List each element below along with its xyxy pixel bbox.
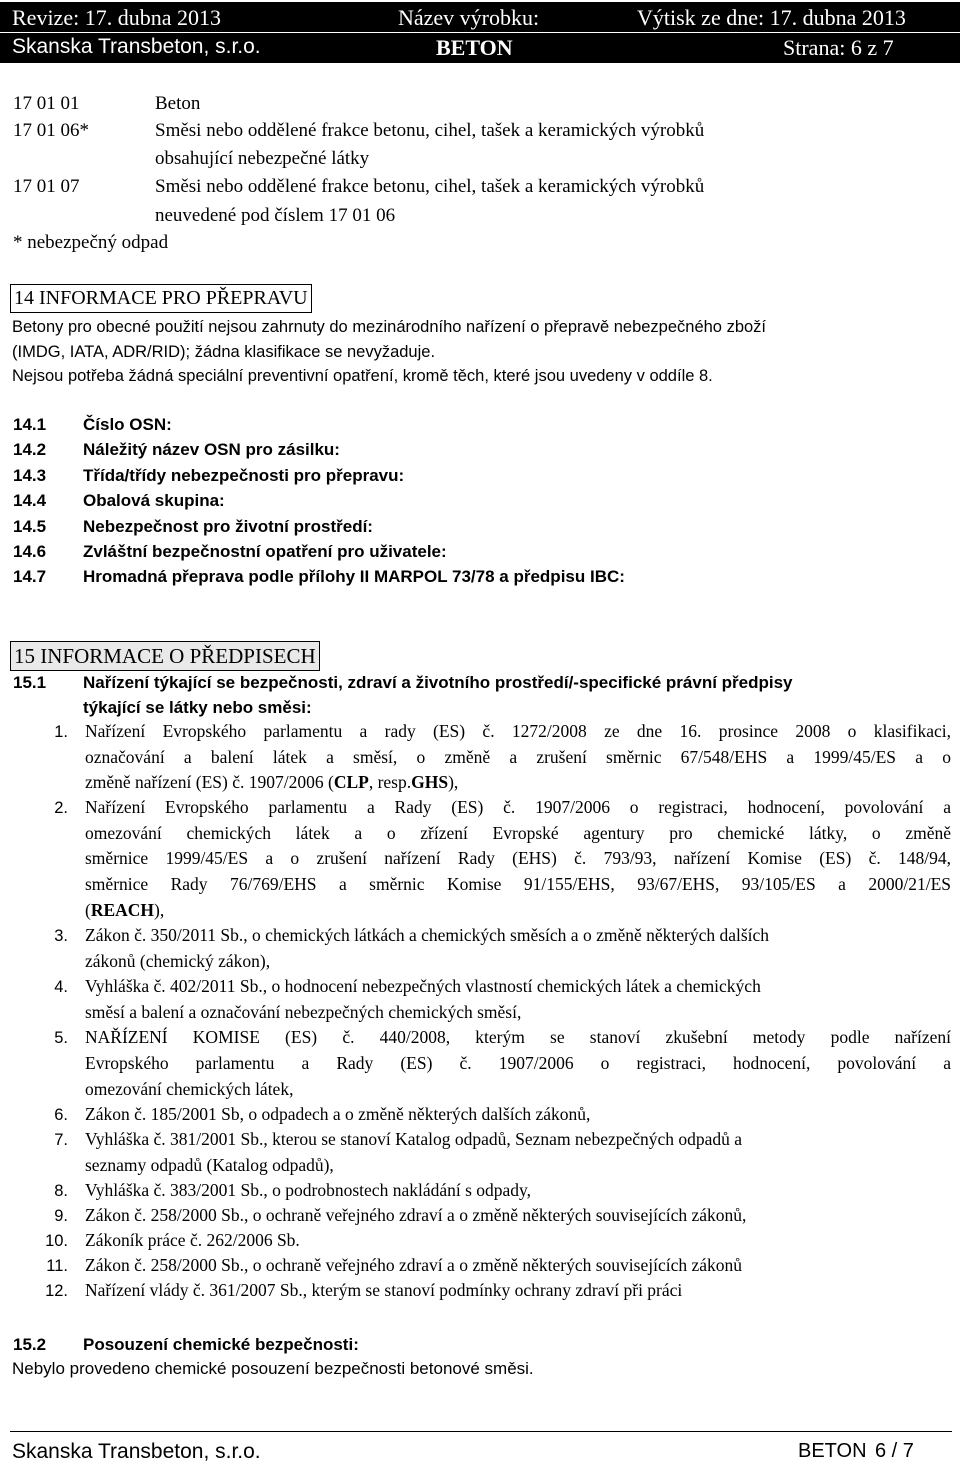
item-title: Náležitý název OSN pro zásilku:: [83, 440, 340, 459]
section-15-heading: 15 INFORMACE O PŘEDPISECH: [10, 641, 320, 671]
regulation-line: seznamy odpadů (Katalog odpadů),: [85, 1155, 334, 1175]
item-number: 14.1: [13, 415, 47, 434]
list-number: 12.: [45, 1282, 68, 1300]
subsection-title: Posouzení chemické bezpečnosti:: [83, 1335, 359, 1354]
list-number: 6.: [54, 1106, 68, 1124]
list-number: 5.: [54, 1029, 68, 1047]
item-number: 14.6: [13, 542, 47, 561]
regulation-line: Vyhláška č. 381/2001 Sb., kterou se stanoví Katalog odpadů, Seznam nebezpečných odpadů a: [85, 1129, 743, 1149]
subsection-title: Nařízení týkající se bezpečnosti, zdraví a životního prostředí/-specifické právní předpisy: [83, 673, 793, 692]
item-title: Číslo OSN:: [83, 415, 172, 434]
regulation-line: Zákoník práce č. 262/2006 Sb.: [85, 1230, 300, 1250]
header-bar-bottom: [0, 33, 960, 63]
regulation-line: Nařízení vlády č. 361/2007 Sb., kterým se stanoví podmínky ochrany zdraví při práci: [85, 1280, 683, 1300]
list-number: 9.: [54, 1207, 68, 1225]
waste-description: Směsi nebo oddělené frakce betonu, cihel, tašek a keramických výrobků: [155, 120, 705, 141]
item-number: 14.4: [13, 491, 47, 510]
waste-description: obsahující nebezpečné látky: [155, 148, 370, 169]
transport-paragraph-line: Betony pro obecné použití nejsou zahrnuty do mezinárodního nařízení o přepravě nebezpečného zboží: [12, 318, 767, 336]
list-number: 8.: [54, 1182, 68, 1200]
header-company: Skanska Transbeton, s.r.o.: [12, 35, 261, 58]
waste-description: Beton: [155, 93, 201, 114]
item-title: Zvláštní bezpečnostní opatření pro uživatele:: [83, 542, 447, 561]
regulation-line: Zákon č. 258/2000 Sb., o ochraně veřejného zdraví a o změně některých souvisejících zákonů,: [85, 1205, 747, 1225]
list-number: 4.: [54, 978, 68, 996]
item-title: Nebezpečnost pro životní prostředí:: [83, 517, 373, 536]
waste-code: 17 01 01: [13, 93, 80, 114]
regulation-line: omezování chemických látek,: [85, 1079, 294, 1099]
waste-code: 17 01 06*: [13, 120, 89, 141]
item-number: 14.5: [13, 517, 47, 536]
regulation-line: změně nařízení (ES) č. 1907/2006 (CLP, resp.GHS),: [85, 772, 459, 792]
list-number: 10.: [45, 1232, 68, 1250]
regulation-line: Zákon č. 350/2011 Sb., o chemických látkách a chemických směsích a o změně některých dalších: [85, 925, 770, 945]
regulation-line: NAŘÍZENÍ KOMISE (ES) č. 440/2008, kterým se stanoví zkušební metody podle nařízení: [85, 1027, 951, 1047]
header-product: BETON: [436, 35, 513, 60]
list-number: 11.: [46, 1257, 68, 1275]
regulation-line: Vyhláška č. 383/2001 Sb., o podrobnostech nakládání s odpady,: [85, 1180, 532, 1200]
footer-product: BETON: [798, 1440, 867, 1462]
subsection-title: týkající se látky nebo směsi:: [83, 698, 312, 717]
regulation-line: směrnice Rady 76/769/EHS a směrnic Komise 91/155/EHS, 93/67/EHS, 93/105/ES a 2000/21/ES: [85, 874, 951, 894]
waste-code: 17 01 07: [13, 176, 80, 197]
item-title: Hromadná přeprava podle přílohy II MARPOL 73/78 a předpisu IBC:: [83, 567, 625, 586]
regulation-line: směrnice 1999/45/ES a o zrušení nařízení Rady (EHS) č. 793/93, nařízení Komise (ES) č. 148/94,: [85, 848, 951, 868]
waste-description: neuvedené pod číslem 17 01 06: [155, 205, 396, 226]
revision-date: Revize: 17. dubna 2013: [12, 5, 221, 30]
footer-company: Skanska Transbeton, s.r.o.: [12, 1440, 261, 1463]
item-number: 14.3: [13, 466, 47, 485]
regulation-line: směsí a balení a označování nebezpečných chemických směsí,: [85, 1002, 522, 1022]
list-number: 7.: [54, 1131, 68, 1149]
footer-page: 6 / 7: [875, 1440, 914, 1462]
list-number: 2.: [54, 799, 68, 817]
waste-note: * nebezpečný odpad: [13, 232, 169, 253]
waste-description: Směsi nebo oddělené frakce betonu, cihel, tašek a keramických výrobků: [155, 176, 705, 197]
list-number: 3.: [54, 927, 68, 945]
chemical-assessment-text: Nebylo provedeno chemické posouzení bezpečnosti betonové směsi.: [12, 1359, 534, 1378]
transport-paragraph-line: Nejsou potřeba žádná speciální preventivní opatření, kromě těch, které jsou uvedeny v oddíle 8.: [12, 367, 713, 385]
section-14-heading: 14 INFORMACE PRO PŘEPRAVU: [10, 284, 312, 313]
product-name-label: Název výrobku:: [398, 5, 540, 30]
regulation-line: zákonů (chemický zákon),: [85, 951, 271, 971]
regulation-line: Evropského parlamentu a Rady (ES) č. 1907/2006 o registraci, hodnocení, povolování a: [85, 1053, 951, 1073]
page-counter: Strana: 6 z 7: [783, 35, 894, 60]
transport-paragraph-line: (IMDG, IATA, ADR/RID); žádna klasifikace se nevyžaduje.: [12, 343, 436, 361]
regulation-line: omezování chemických látek a o zřízení Evropské agentury pro chemické látky, o změně: [85, 823, 951, 843]
footer-divider: [10, 1431, 952, 1432]
regulation-line: označování a balení látek a směsí, o změně a zrušení směrnic 67/548/EHS a 1999/45/ES a o: [85, 747, 951, 767]
item-number: 14.7: [13, 567, 47, 586]
regulation-line: Zákon č. 185/2001 Sb, o odpadech a o změně některých dalších zákonů,: [85, 1104, 591, 1124]
header-bar-top: [0, 2, 960, 32]
subsection-number: 15.1: [13, 673, 47, 692]
regulation-line: Nařízení Evropského parlamentu a Rady (ES) č. 1907/2006 o registraci, hodnocení, povolování a: [85, 797, 951, 817]
subsection-number: 15.2: [13, 1335, 47, 1354]
list-number: 1.: [54, 723, 68, 741]
regulation-line: (REACH),: [85, 900, 165, 920]
print-date: Výtisk ze dne: 17. dubna 2013: [637, 5, 906, 30]
item-number: 14.2: [13, 440, 47, 459]
item-title: Třída/třídy nebezpečnosti pro přepravu:: [83, 466, 405, 485]
regulation-line: Zákon č. 258/2000 Sb., o ochraně veřejného zdraví a o změně některých souvisejících zákonů: [85, 1255, 743, 1275]
regulation-line: Vyhláška č. 402/2011 Sb., o hodnocení nebezpečných vlastností chemických látek a chemických: [85, 976, 761, 996]
item-title: Obalová skupina:: [83, 491, 225, 510]
regulation-line: Nařízení Evropského parlamentu a rady (ES) č. 1272/2008 ze dne 16. prosince 2008 o klasifikaci,: [85, 721, 951, 741]
